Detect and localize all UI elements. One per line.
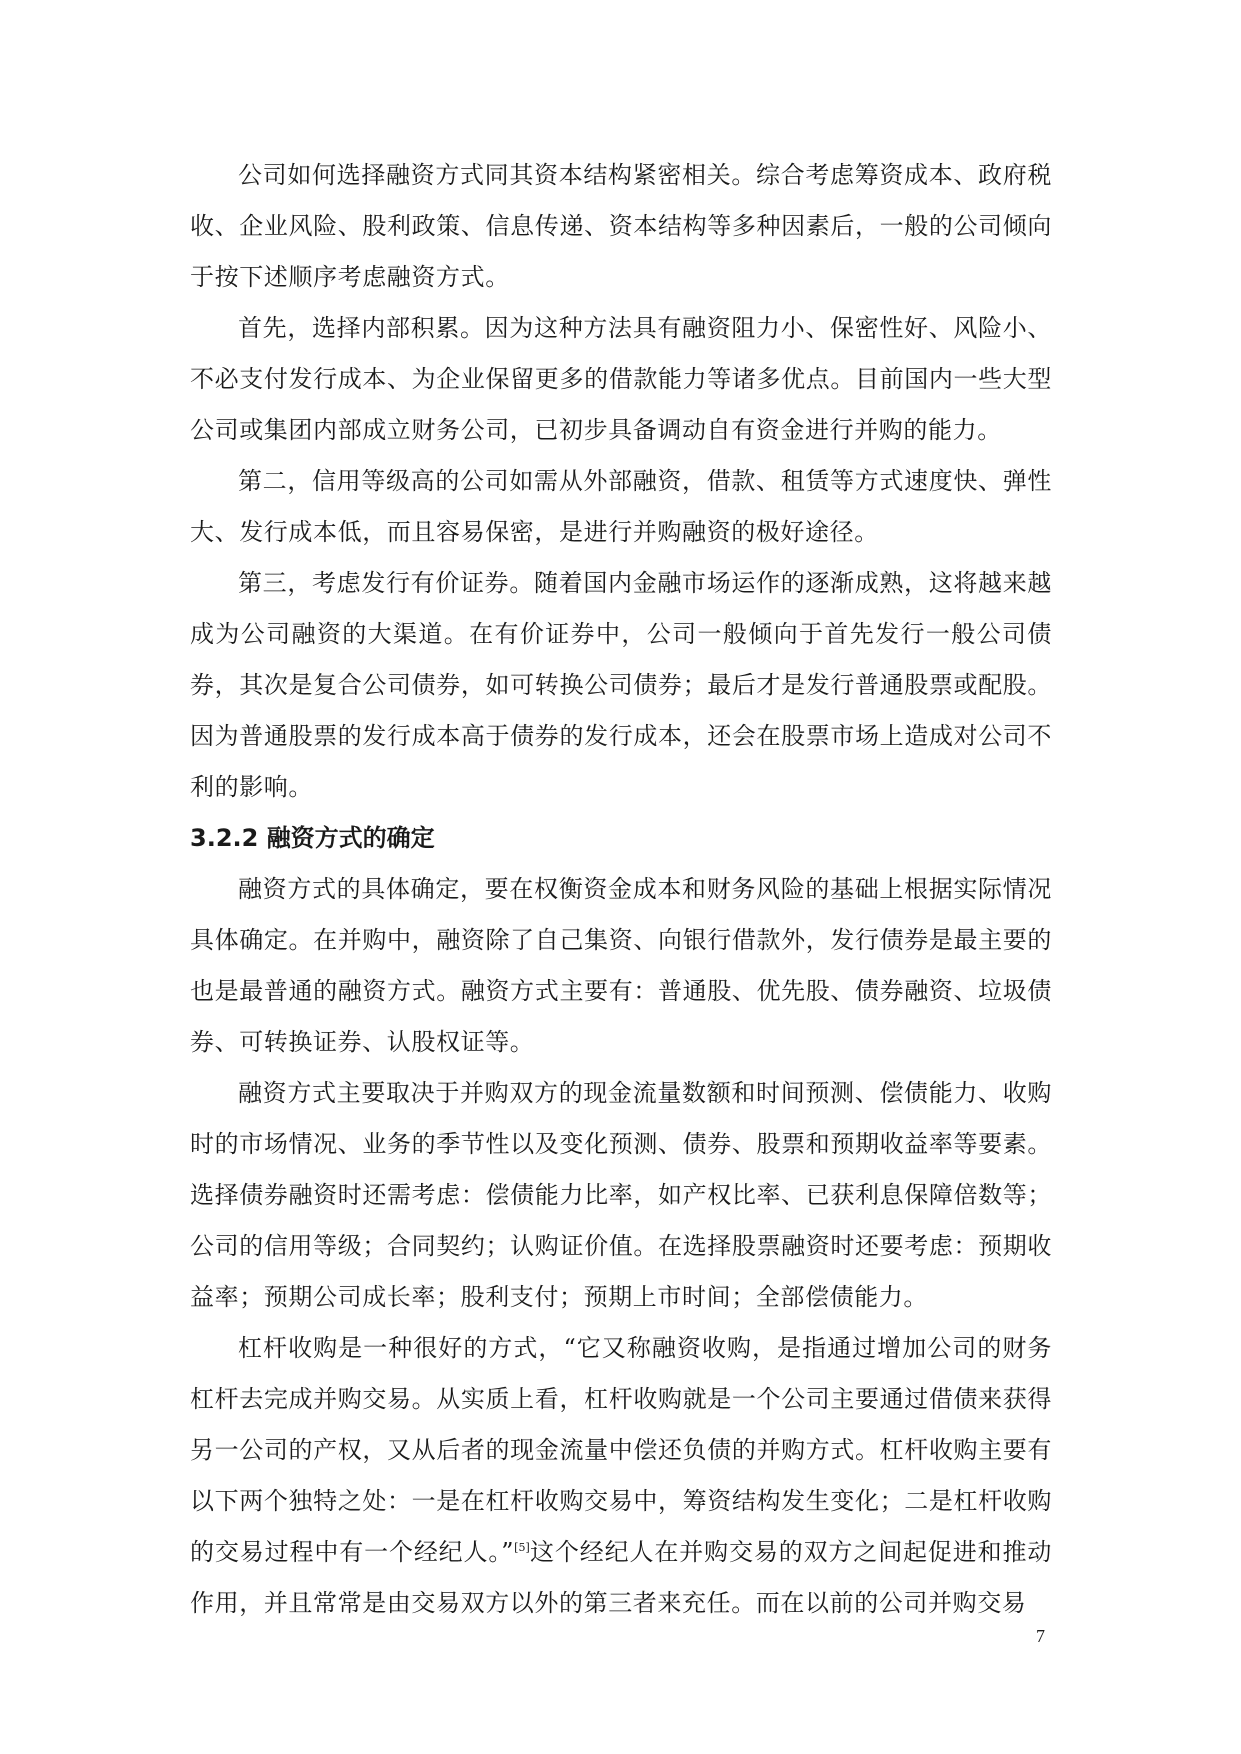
citation-marker: [5] — [514, 1541, 530, 1554]
paragraph-internal-accumulation: 首先，选择内部积累。因为这种方法具有融资阻力小、保密性好、风险小、不必支付发行成本、为企业保留更多的借款能力等诸多优点。目前国内一些大型公司或集团内部成立财务公司，已初步具备调动自有资金进行并购的能力。 — [190, 314, 1052, 444]
paragraph-leveraged-buyout — [190, 1323, 1052, 1629]
lbo-text-after: 这个经纪人在并购交易的双方之间起促进和推动作用，并且常常是由交易双方以外的第三者来充任。而在以前的公司并购交易 — [190, 1538, 1052, 1617]
paragraph-financing-choice: 公司如何选择融资方式同其资本结构紧密相关。综合考虑筹资成本、政府税收、企业风险、股利政策、信息传递、资本结构等多种因素后，一般的公司倾向于按下述顺序考虑融资方式。 — [190, 161, 1052, 291]
section-heading: 3.2.2 融资方式的确定 — [190, 824, 435, 852]
paragraph-securities: 第三，考虑发行有价证券。随着国内金融市场运作的逐渐成熟，这将越来越成为公司融资的大渠道。在有价证券中，公司一般倾向于首先发行一般公司债券，其次是复合公司债券，如可转换公司债券；最后才是发行普通股票或配股。因为普通股票的发行成本高于债券的发行成本，还会在股票市场上造成对公司不利的影响。 — [190, 569, 1052, 801]
paragraph-financing-determination: 融资方式的具体确定，要在权衡资金成本和财务风险的基础上根据实际情况具体确定。在并购中，融资除了自己集资、向银行借款外，发行债券是最主要的也是最普通的融资方式。融资方式主要有：普通股、优先股、债券融资、垃圾债券、可转换证券、认股权证等。 — [190, 875, 1052, 1056]
paragraph-financing-factors: 融资方式主要取决于并购双方的现金流量数额和时间预测、偿债能力、收购时的市场情况、业务的季节性以及变化预测、债券、股票和预期收益率等要素。选择债券融资时还需考虑：偿债能力比率，如产权比率、已获利息保障倍数等；公司的信用等级；合同契约；认购证价值。在选择股票融资时还要考虑：预期收益率；预期公司成长率；股利支付；预期上市时间；全部偿债能力。 — [190, 1079, 1052, 1311]
lbo-text-before: 杠杆收购是一种很好的方式，“它又称融资收购，是指通过增加公司的财务杠杆去完成并购交易。从实质上看，杠杆收购就是一个公司主要通过借债来获得另一公司的产权，又从后者的现金流量中偿还负债的并购方式。杠杆收购主要有以下两个独特之处：一是在杠杆收购交易中，筹资结构发生变化；二是杠杆收购的交易过程中有一个经纪人。” — [190, 1334, 1052, 1566]
page-number: 7 — [1036, 1626, 1045, 1646]
paragraph-external-borrowing: 第二，信用等级高的公司如需从外部融资，借款、租赁等方式速度快、弹性大、发行成本低，而且容易保密，是进行并购融资的极好途径。 — [190, 467, 1052, 546]
body-text — [190, 150, 1052, 1629]
